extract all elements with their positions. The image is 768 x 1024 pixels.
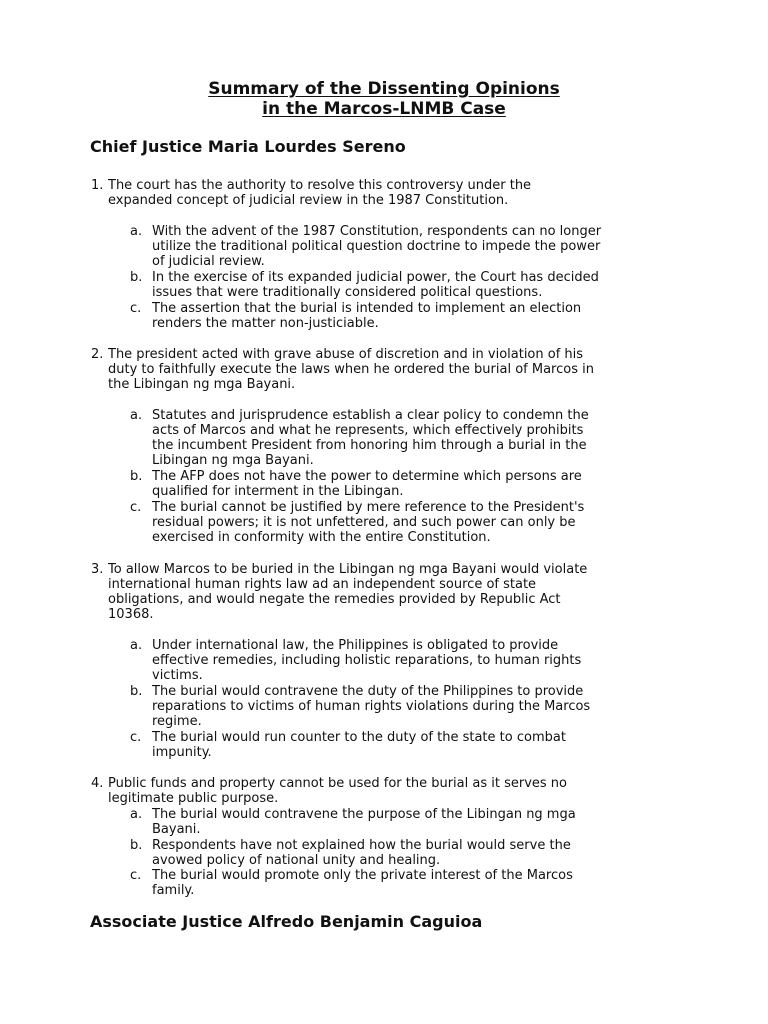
subitem-text-line: impunity. (152, 745, 212, 760)
subitem-label: c. (130, 868, 142, 883)
subitem-label: a. (130, 224, 143, 239)
subitem-text-line: utilize the traditional political question doctrine to impede the power (152, 239, 601, 254)
subitem-text-line: exercised in conformity with the entire Constitution. (152, 530, 491, 545)
subitem-text-line: avowed policy of national unity and healing. (152, 853, 441, 868)
subitem-label: b. (130, 270, 143, 285)
document-title-line-1: Summary of the Dissenting Opinions (208, 79, 560, 99)
subitem-label: a. (130, 638, 143, 653)
subitem-text-line: Bayani. (152, 822, 201, 837)
subitem-label: c. (130, 730, 142, 745)
subitem-text-line: acts of Marcos and what he represents, which effectively prohibits (152, 423, 584, 438)
subitem-text-line: The burial would promote only the private interest of the Marcos (152, 868, 573, 883)
subitem-label: b. (130, 469, 143, 484)
subitem-label: b. (130, 838, 143, 853)
item-text-line: duty to faithfully execute the laws when he ordered the burial of Marcos in (108, 362, 594, 377)
subitem-text-line: qualified for interment in the Libingan. (152, 484, 404, 499)
subitem-text-line: Respondents have not explained how the burial would serve the (152, 838, 571, 853)
item-number: 1. (91, 178, 104, 193)
subitem-text-line: residual powers; it is not unfettered, and such power can only be (152, 515, 576, 530)
item-text-line: The court has the authority to resolve this controversy under the (108, 178, 532, 193)
item-text-line: international human rights law ad an independent source of state (108, 577, 537, 592)
subitem-text-line: Statutes and jurisprudence establish a clear policy to condemn the (152, 408, 589, 423)
subitem-text-line: issues that were traditionally considered political questions. (152, 285, 543, 300)
document-title-line-2: in the Marcos-LNMB Case (262, 99, 506, 119)
subitem-text-line: victims. (152, 668, 203, 683)
subitem-label: b. (130, 684, 143, 699)
subitem-text-line: effective remedies, including holistic reparations, to human rights (152, 653, 582, 668)
subitem-text-line: Libingan ng mga Bayani. (152, 453, 314, 468)
subitem-text-line: With the advent of the 1987 Constitution, respondents can no longer (152, 224, 602, 239)
item-text-line: To allow Marcos to be buried in the Libingan ng mga Bayani would violate (108, 562, 588, 577)
subitem-label: a. (130, 807, 143, 822)
item-text-line: legitimate public purpose. (108, 791, 279, 806)
subitem-text-line: the incumbent President from honoring him through a burial in the (152, 438, 587, 453)
subitem-text-line: In the exercise of its expanded judicial power, the Court has decided (152, 270, 599, 285)
subitem-text-line: The burial would contravene the purpose of the Libingan ng mga (152, 807, 576, 822)
item-text-line: Public funds and property cannot be used for the burial as it serves no (108, 776, 567, 791)
item-number: 2. (91, 347, 104, 362)
section-heading-caguioa: Associate Justice Alfredo Benjamin Caguioa (90, 912, 483, 931)
subitem-text-line: reparations to victims of human rights violations during the Marcos (152, 699, 591, 714)
item-number: 3. (91, 562, 104, 577)
subitem-text-line: of judicial review. (152, 254, 265, 269)
item-text-line: the Libingan ng mga Bayani. (108, 377, 296, 392)
item-text-line: obligations, and would negate the remedies provided by Republic Act (108, 592, 561, 607)
subitem-text-line: The AFP does not have the power to determine which persons are (152, 469, 582, 484)
item-text-line: The president acted with grave abuse of discretion and in violation of his (108, 347, 584, 362)
subitem-text-line: family. (152, 883, 195, 898)
subitem-label: c. (130, 500, 142, 515)
item-number: 4. (91, 776, 104, 791)
subitem-text-line: The assertion that the burial is intended to implement an election (152, 301, 582, 316)
subitem-text-line: The burial would run counter to the duty of the state to combat (152, 730, 566, 745)
item-text-line: expanded concept of judicial review in the 1987 Constitution. (108, 193, 509, 208)
subitem-text-line: The burial cannot be justified by mere reference to the President's (152, 500, 585, 515)
section-heading-sereno: Chief Justice Maria Lourdes Sereno (90, 137, 406, 156)
subitem-text-line: The burial would contravene the duty of the Philippines to provide (152, 684, 584, 699)
subitem-text-line: renders the matter non-justiciable. (152, 316, 379, 331)
subitem-label: c. (130, 301, 142, 316)
subitem-text-line: Under international law, the Philippines is obligated to provide (152, 638, 559, 653)
item-text-line: 10368. (108, 607, 154, 622)
subitem-text-line: regime. (152, 714, 202, 729)
subitem-label: a. (130, 408, 143, 423)
